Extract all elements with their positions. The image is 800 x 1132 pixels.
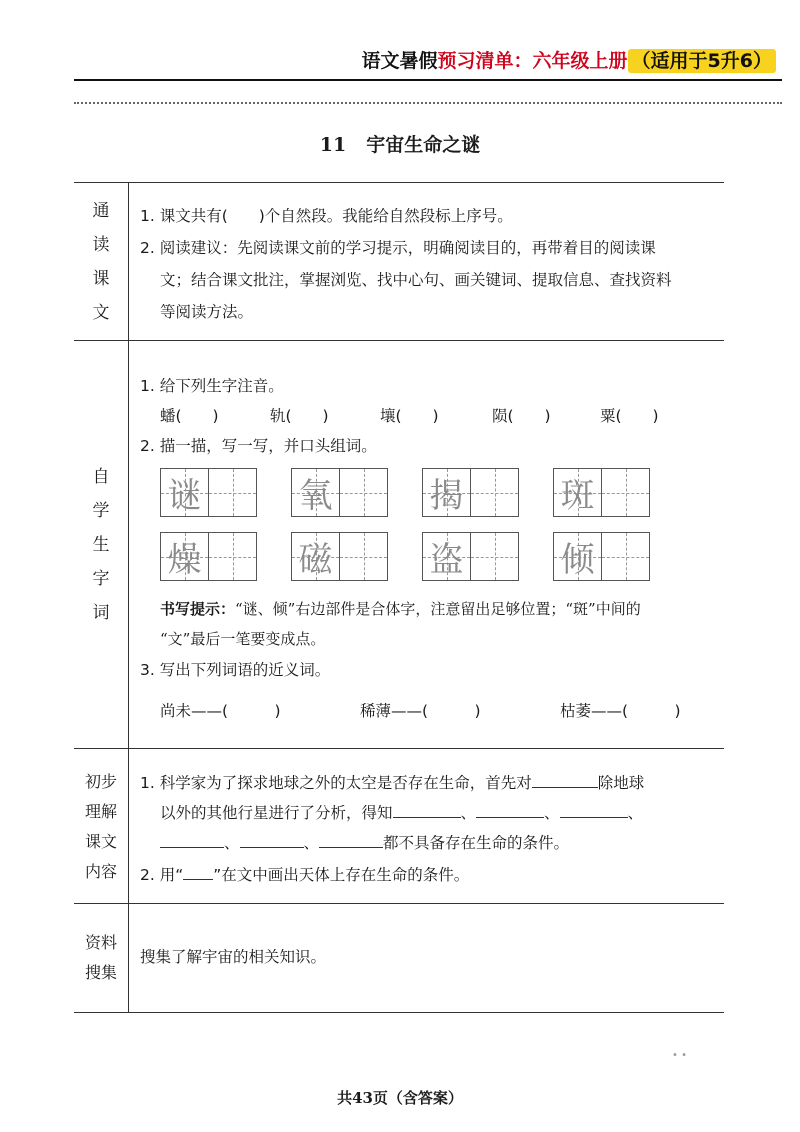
trace-cell: [291, 532, 340, 581]
label-char: 学: [92, 501, 110, 521]
section-label-col: [74, 341, 129, 749]
section-label: [85, 767, 117, 887]
char-group: [422, 532, 519, 581]
trace-char: 谜: [167, 476, 202, 516]
label-word: 资料: [84, 933, 117, 952]
label-char: 读: [92, 235, 110, 255]
section-label: [93, 194, 110, 330]
pinyin-row: [160, 404, 659, 426]
question-text: 除地球: [597, 774, 645, 792]
section-label: [93, 460, 110, 630]
question-line: 2. 阅读建议：先阅读课文前的学习提示，明确阅读目的，再带着目的阅读课: [140, 239, 656, 257]
answer-blank[interactable]: [319, 833, 383, 848]
label-word: 搜集: [84, 963, 117, 982]
question-line: [160, 831, 569, 853]
separator: 、: [460, 804, 477, 822]
answer-blank[interactable]: [240, 833, 304, 848]
char-group: [422, 468, 519, 517]
synonym-row: [160, 699, 681, 721]
pinyin-item[interactable]: 壤( ): [380, 407, 439, 425]
writing-grid-row: [160, 532, 650, 581]
question-text: 以外的其他行星进行了分析，得知: [160, 804, 393, 822]
label-word: 理解: [84, 801, 117, 821]
section-label: [85, 928, 117, 988]
pinyin-item[interactable]: 粟( ): [600, 407, 659, 425]
section-label-col: [74, 183, 129, 341]
write-cell[interactable]: [470, 532, 519, 581]
synonym-item[interactable]: 稀薄——( ): [360, 702, 481, 720]
write-cell[interactable]: [339, 468, 388, 517]
synonym-item[interactable]: 尚未——( ): [160, 702, 281, 720]
lesson-name: 宇宙生命之谜: [366, 134, 481, 156]
question-line: 2. 描一描，写一写，并口头组词。: [140, 437, 377, 455]
question-line: 3. 写出下列词语的近义词。: [140, 661, 331, 679]
answer-blank[interactable]: [393, 803, 461, 818]
pinyin-item[interactable]: 蟠( ): [160, 407, 219, 425]
section-learn-words: [74, 340, 724, 749]
answer-blank[interactable]: [160, 833, 224, 848]
label-char: 课: [92, 269, 110, 289]
underline-sample: [183, 865, 213, 880]
write-cell[interactable]: [339, 532, 388, 581]
trace-char: 氧: [298, 476, 333, 516]
trace-char: 磁: [298, 540, 333, 580]
section-read-text: [74, 182, 724, 341]
hint-text: “文”最后一笔要变成点。: [160, 630, 326, 648]
write-cell[interactable]: [601, 468, 650, 517]
char-group: [553, 532, 650, 581]
header-banner: [362, 46, 776, 73]
label-char: 自: [92, 467, 110, 487]
trace-cell: [160, 532, 209, 581]
page-footer: 共43页（含答案）: [337, 1089, 463, 1107]
write-cell[interactable]: [208, 468, 257, 517]
page-dots: • •: [672, 1050, 687, 1061]
trace-cell: [553, 468, 602, 517]
separator: 、: [303, 834, 320, 852]
question-text: 1. 科学家为了探求地球之外的太空是否存在生命，首先对: [140, 774, 532, 792]
label-word: 课文: [84, 831, 117, 851]
label-char: 文: [92, 303, 110, 323]
trace-cell: [422, 468, 471, 517]
synonym-item[interactable]: 枯萎——( ): [560, 702, 681, 720]
question-line: 1. 给下列生字注音。: [140, 377, 284, 395]
question-line: [160, 801, 643, 823]
pinyin-item[interactable]: 轨( ): [270, 407, 329, 425]
writing-hint: [160, 598, 641, 619]
char-group: [291, 532, 388, 581]
section-understand: [74, 748, 724, 904]
trace-char: 盗: [429, 540, 464, 580]
trace-cell: [422, 532, 471, 581]
trace-char: 揭: [429, 476, 464, 516]
question-text: 2. 用“: [140, 866, 184, 884]
trace-cell: [291, 468, 340, 517]
section-label-col: [74, 904, 129, 1012]
separator: 、: [224, 834, 240, 852]
write-cell[interactable]: [601, 532, 650, 581]
write-cell[interactable]: [470, 468, 519, 517]
separator: 、: [627, 804, 644, 822]
answer-blank[interactable]: [560, 803, 628, 818]
label-word: 内容: [84, 861, 117, 881]
label-word: 初步: [84, 771, 117, 791]
question-line: 文；结合课文批注，掌握浏览、找中心句、画关键词、提取信息、查找资料: [160, 271, 672, 289]
section-label-col: [74, 749, 129, 904]
header-part1: 语文暑假: [361, 50, 438, 72]
label-char: 通: [92, 201, 110, 221]
question-line: 等阅读方法。: [160, 303, 254, 321]
dotted-divider: [74, 102, 782, 104]
trace-char: 燥: [167, 540, 202, 580]
hint-text: “谜、倾”右边部件是合体字，注意留出足够位置；“斑”中间的: [235, 600, 641, 618]
pinyin-item[interactable]: 陨( ): [492, 407, 551, 425]
char-group: [160, 532, 257, 581]
writing-grid-row: [160, 468, 650, 517]
char-group: [160, 468, 257, 517]
trace-cell: [160, 468, 209, 517]
question-line: 1. 课文共有( )个自然段。我能给自然段标上序号。: [140, 207, 513, 225]
question-text: 都不具备存在生命的条件。: [383, 834, 570, 852]
question-line: [140, 771, 644, 793]
label-char: 字: [92, 569, 110, 589]
header-rule: [74, 79, 782, 81]
write-cell[interactable]: [208, 532, 257, 581]
separator: 、: [544, 804, 560, 822]
char-group: [553, 468, 650, 517]
header-part2: 预习清单：六年级上册: [437, 50, 628, 72]
lesson-title: [0, 130, 800, 157]
header-part3: （适用于5升6）: [628, 49, 776, 73]
section-research: [74, 903, 724, 1013]
question-text: ”在文中画出天体上存在生命的条件。: [213, 866, 470, 884]
answer-blank[interactable]: [476, 803, 544, 818]
hint-label: 书写提示：: [160, 600, 236, 618]
trace-char: 斑: [560, 476, 595, 516]
trace-cell: [553, 532, 602, 581]
char-group: [291, 468, 388, 517]
lesson-number: 11: [319, 134, 347, 156]
trace-char: 倾: [560, 540, 595, 580]
research-text: 搜集了解宇宙的相关知识。: [140, 948, 327, 966]
answer-blank[interactable]: [532, 773, 598, 788]
label-char: 词: [92, 603, 110, 623]
label-char: 生: [92, 535, 110, 555]
question-line: [140, 863, 469, 885]
